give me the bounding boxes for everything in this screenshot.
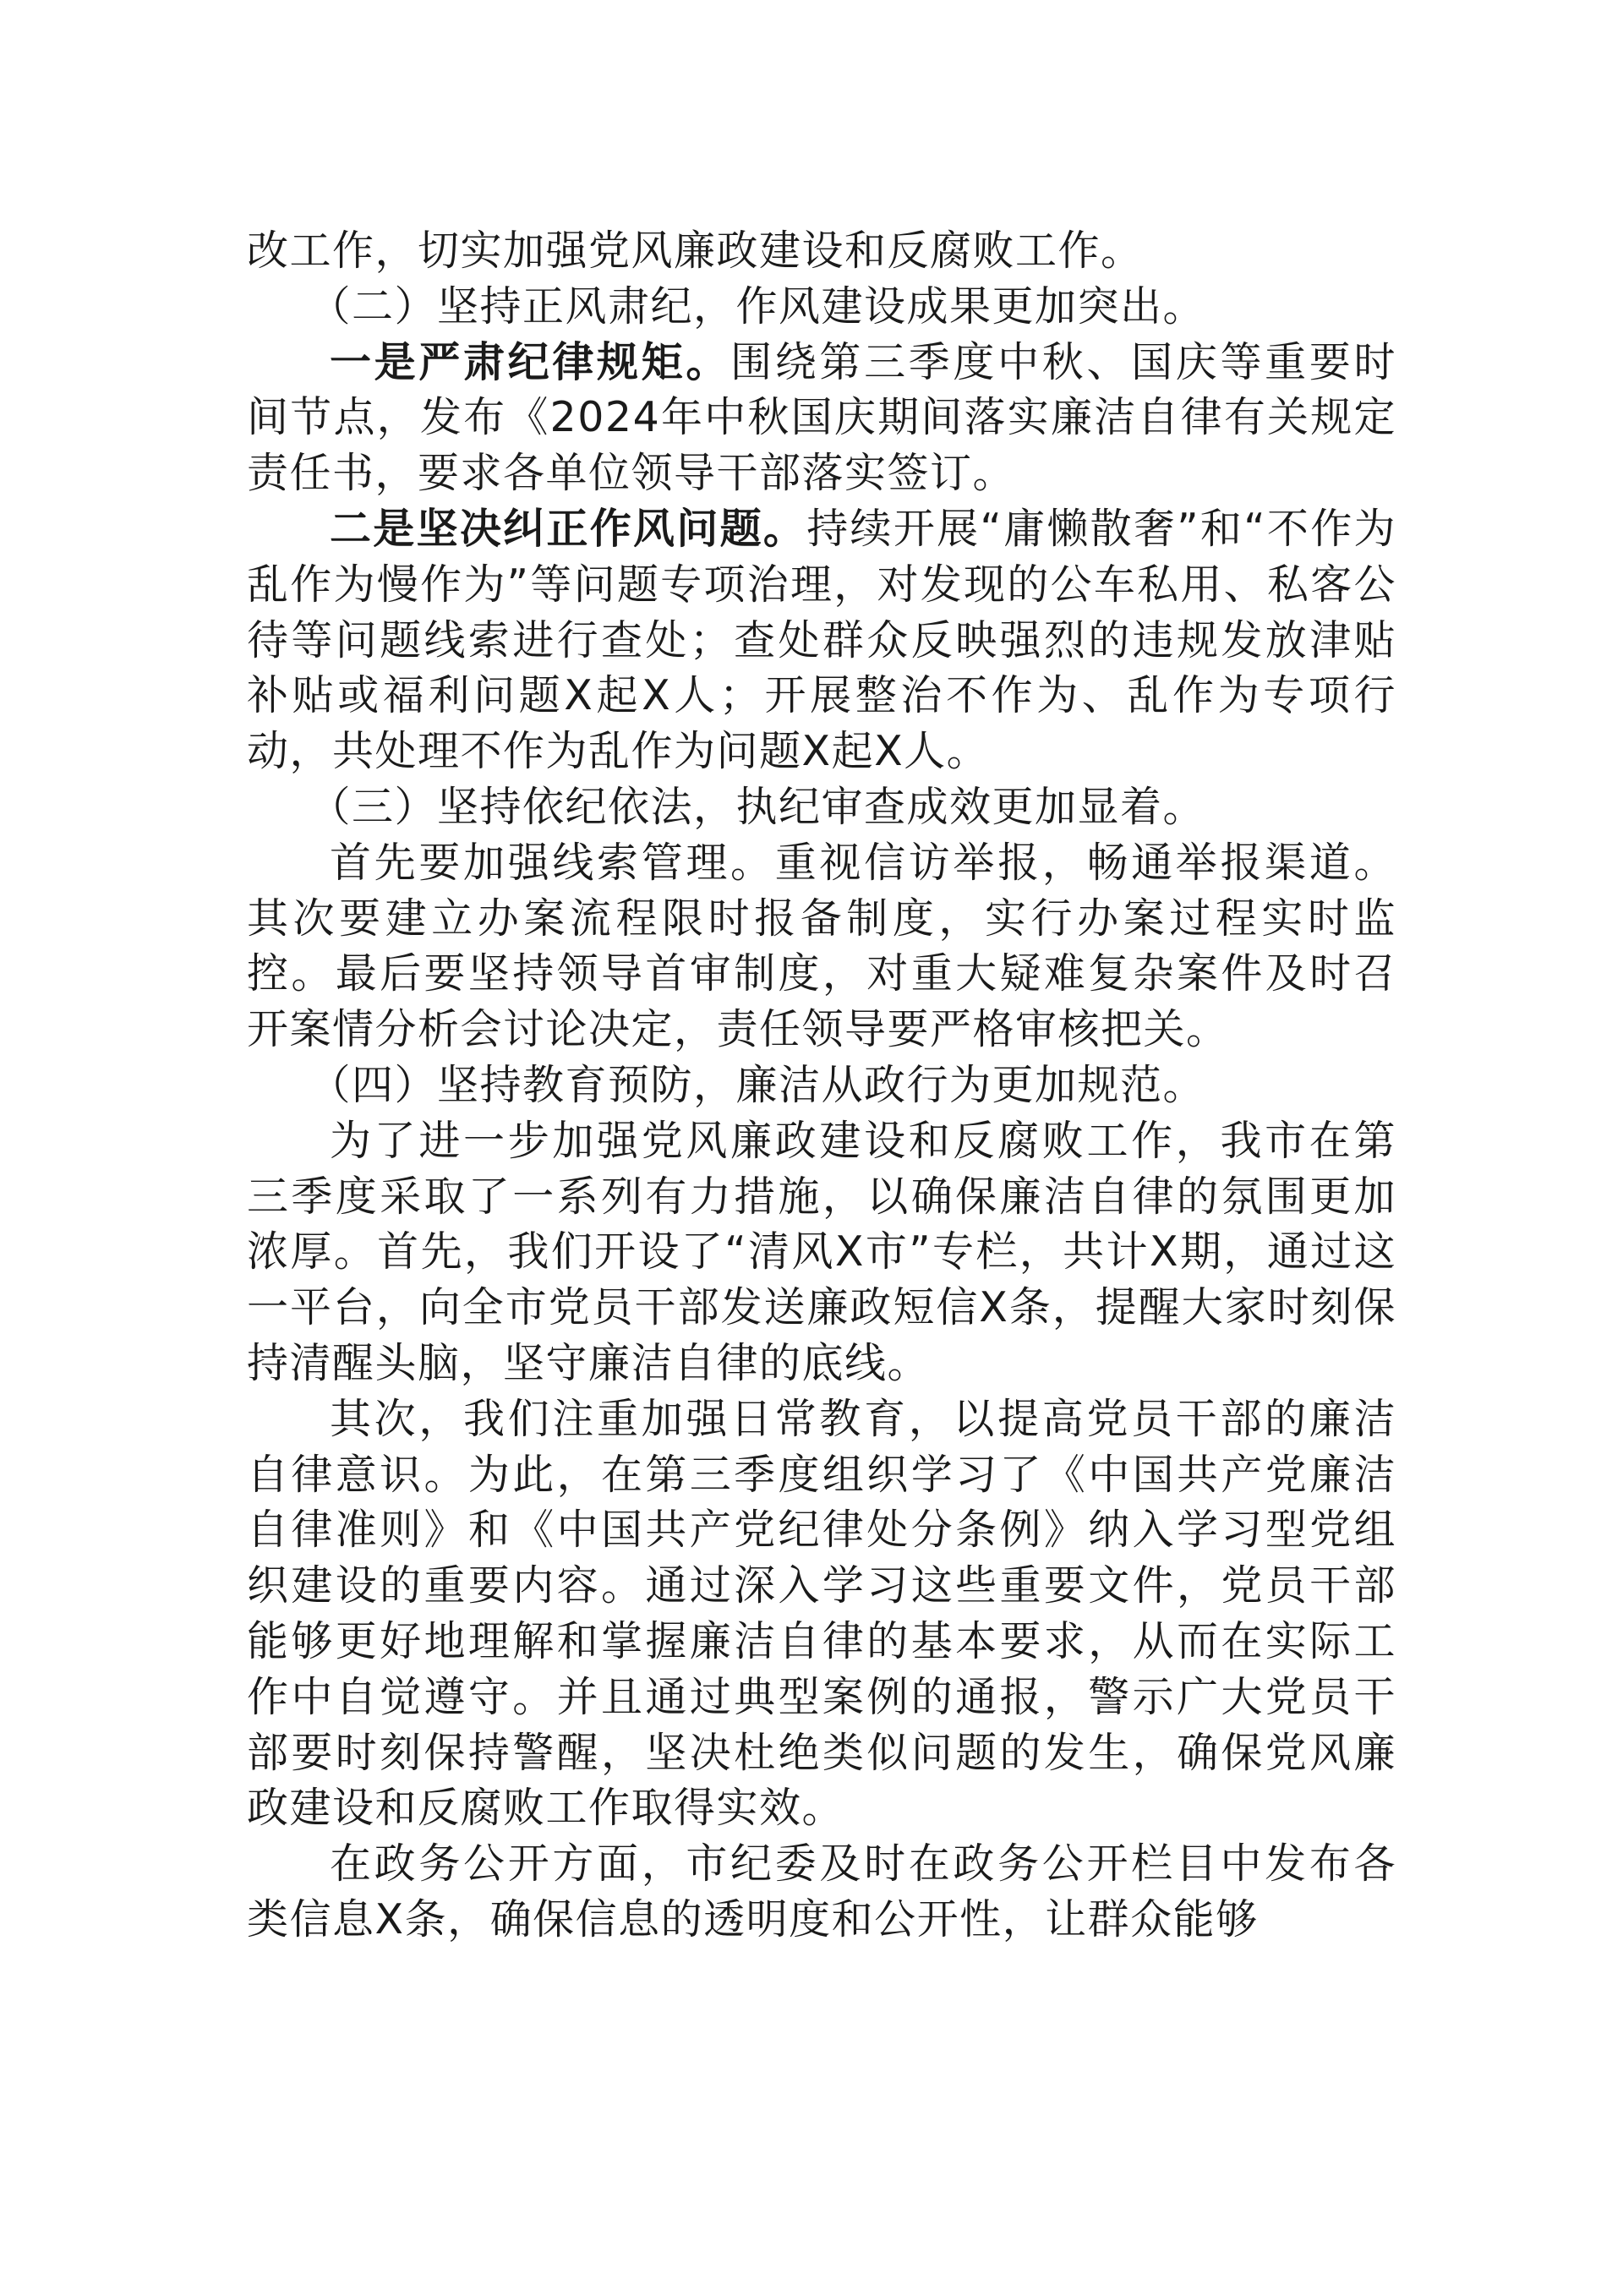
paragraph-text: 为了进一步加强党风廉政建设和反腐败工作，我市在第三季度采取了一系列有力措施，以确保廉洁自律的氛围更加浓厚。首先，我们开设了“清风X市”专栏，共计X期，通过这一平台，向全市党员干部发送廉政短信X条，提醒大家时刻保持清醒头脑，坚守廉洁自律的底线。: [247, 1116, 1396, 1387]
paragraph-text: 围绕第三季度中秋、国庆等重要时间节点，发布《2024年中秋国庆期间落实廉洁自律有关规定责任书，要求各单位领导干部落实签订。: [247, 337, 1396, 498]
section-heading-2: [247, 279, 1396, 335]
paragraph-text: 改工作，切实加强党风廉政建设和反腐败工作。: [247, 227, 1144, 275]
paragraph-text: （三）坚持依纪依法，执纪审查成效更加显着。: [309, 782, 1206, 831]
paragraph-work-style: [247, 501, 1396, 779]
paragraph-public-affairs: [247, 1836, 1396, 1948]
paragraph-continuation: [247, 223, 1396, 279]
paragraph-text: 持续开展“庸懒散奢”和“不作为乱作为慢作为”等问题专项治理，对发现的公车私用、私客公待等问题线索进行查处；查处群众反映强烈的违规发放津贴补贴或福利问题X起X人；开展整治不作为、乱作为专项行动，共处理不作为乱作为问题X起X人。: [247, 504, 1396, 776]
paragraph-lead: 二是坚决纠正作风问题。: [330, 504, 807, 553]
paragraph-text: （二）坚持正风肃纪，作风建设成果更加突出。: [309, 282, 1206, 331]
paragraph-text: 其次，我们注重加强日常教育，以提高党员干部的廉洁自律意识。为此，在第三季度组织学习了《中国共产党廉洁自律准则》和《中国共产党纪律处分条例》纳入学习型党组织建设的重要内容。通过深入学习这些重要文件，党员干部能够更好地理解和掌握廉洁自律的基本要求，从而在实际工作中自觉遵守。并且通过典型案例的通报，警示广大党员干部要时刻保持警醒，坚决杜绝类似问题的发生，确保党风廉政建设和反腐败工作取得实效。: [247, 1394, 1396, 1833]
paragraph-text: 在政务公开方面，市纪委及时在政务公开栏目中发布各类信息X条，确保信息的透明度和公开性，让群众能够: [247, 1840, 1396, 1943]
paragraph-daily-education: [247, 1391, 1396, 1836]
paragraph-text: 首先要加强线索管理。重视信访举报，畅通举报渠道。其次要建立办案流程限时报备制度，实行办案过程实时监控。最后要坚持领导首审制度，对重大疑难复杂案件及时召开案情分析会讨论决定，责任领导要严格审核把关。: [247, 838, 1396, 1054]
section-heading-4: [247, 1058, 1396, 1113]
paragraph-discipline-rules: [247, 335, 1396, 501]
paragraph-text: （四）坚持教育预防，廉洁从政行为更加规范。: [309, 1060, 1206, 1109]
paragraph-measures: [247, 1113, 1396, 1391]
document-body: [247, 223, 1396, 1948]
section-heading-3: [247, 779, 1396, 835]
paragraph-clue-management: [247, 835, 1396, 1058]
paragraph-lead: 一是严肃纪律规矩。: [330, 337, 731, 386]
